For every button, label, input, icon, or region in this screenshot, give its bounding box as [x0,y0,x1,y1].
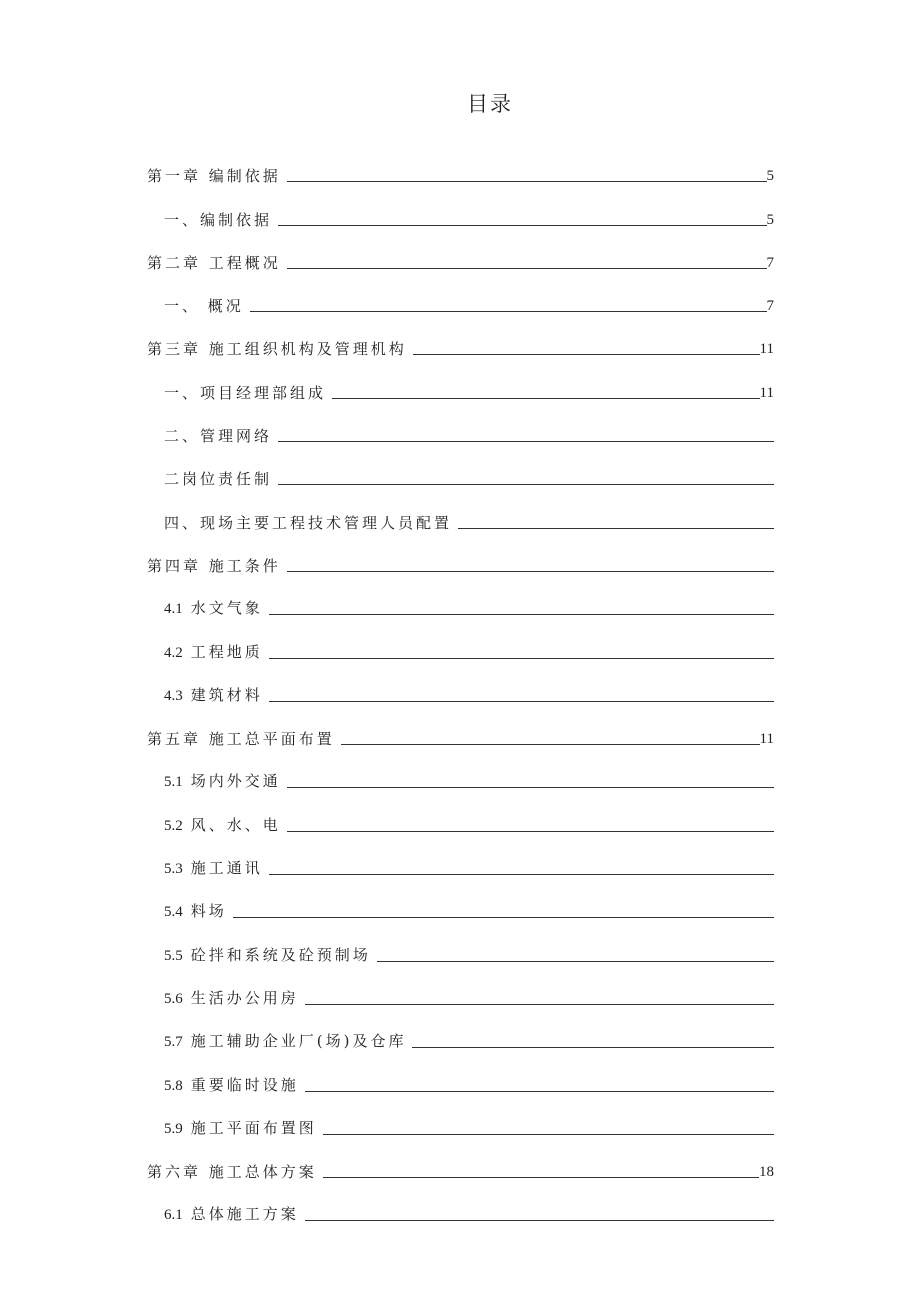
toc-entry-number: 5.6 [164,990,183,1007]
toc-entry-text: 施工通讯 [190,859,263,878]
toc-chapter-entry[interactable] [147,230,774,273]
toc-section-entry[interactable] [147,879,774,922]
toc-entry-text: 总体施工方案 [190,1205,299,1224]
toc-entry-number: 4.2 [164,644,183,661]
toc-leader-line [413,353,760,355]
toc-section-entry[interactable] [147,273,774,316]
toc-chapter-entry[interactable] [147,1139,774,1182]
toc-entry-label [164,1118,317,1139]
toc-leader-line [323,1176,759,1178]
toc-entry-text: 一、编制依据 [164,210,273,229]
toc-entry-number: 5.3 [164,861,183,878]
toc-title: 目录 [467,92,513,116]
toc-entry-text: 施工辅助企业厂(场)及仓库 [190,1032,407,1051]
toc-entry-text: 砼拌和系统及砼预制场 [190,945,371,964]
toc-leader-line [305,1090,774,1092]
toc-entry-label [164,901,227,922]
toc-section-entry[interactable] [147,576,774,619]
toc-entry-number: 6.1 [164,1207,183,1224]
toc-entry-label [164,1031,406,1052]
toc-entry-text: 第一章 编制依据 [147,167,281,186]
toc-entry-label [147,729,335,749]
toc-entry-label [147,253,281,273]
toc-page-number: 7 [766,298,774,315]
toc-entry-label [147,339,407,359]
toc-leader-line [287,570,774,572]
toc-leader-line [278,483,774,485]
toc-entry-label [164,771,281,792]
toc-section-entry[interactable] [147,922,774,965]
toc-entry-number: 5.5 [164,947,183,964]
toc-page-number: 11 [759,731,774,748]
toc-entry-label [164,426,272,446]
toc-entry-label [147,556,281,576]
toc-leader-line [305,1003,774,1005]
toc-entry-label [164,513,452,533]
toc-entry-label [164,945,371,966]
toc-leader-line [278,224,766,226]
toc-leader-line [233,916,774,918]
toc-leader-line [250,310,767,312]
toc-leader-line [287,786,774,788]
toc-entry-label [164,1204,299,1225]
toc-page-number: 11 [759,341,774,358]
table-of-contents [147,143,774,1225]
toc-entry-text: 二岗位责任制 [164,470,273,489]
toc-entry-number: 5.2 [164,817,183,834]
toc-section-entry[interactable] [147,403,774,446]
toc-section-entry[interactable] [147,619,774,662]
toc-section-entry[interactable] [147,966,774,1009]
toc-section-entry[interactable] [147,1052,774,1095]
toc-entry-number: 5.8 [164,1077,183,1094]
toc-page-number: 5 [766,211,774,228]
toc-leader-line [305,1219,774,1221]
toc-entry-label [164,210,272,230]
toc-section-entry[interactable] [147,792,774,835]
toc-entry-label [164,858,263,879]
toc-entry-text: 第二章 工程概况 [147,253,281,272]
toc-entry-label [147,166,281,186]
toc-entry-text: 重要临时设施 [190,1075,299,1094]
toc-section-entry[interactable] [147,663,774,706]
toc-entry-text: 水文气象 [190,599,263,618]
toc-leader-line [269,657,774,659]
toc-section-entry[interactable] [147,489,774,532]
toc-section-entry[interactable] [147,1009,774,1052]
toc-leader-line [269,613,774,615]
toc-leader-line [412,1046,774,1048]
toc-entry-number: 5.7 [164,1034,183,1051]
toc-entry-number: 5.4 [164,904,183,921]
toc-entry-text: 料场 [190,902,227,921]
toc-entry-text: 建筑材料 [190,685,263,704]
toc-entry-label [164,642,263,663]
toc-leader-line [323,1133,774,1135]
toc-entry-text: 四、现场主要工程技术管理人员配置 [164,513,453,532]
toc-entry-number: 5.1 [164,774,183,791]
toc-leader-line [458,527,774,529]
toc-entry-text: 风、水、电 [190,815,281,834]
toc-chapter-entry[interactable] [147,143,774,186]
toc-entry-label [147,1162,317,1182]
toc-entry-text: 第四章 施工条件 [147,556,281,575]
toc-leader-line [377,960,774,962]
toc-entry-text: 第五章 施工总平面布置 [147,730,335,749]
toc-section-entry[interactable] [147,446,774,489]
toc-leader-line [287,267,767,269]
toc-section-entry[interactable] [147,1182,774,1225]
toc-section-entry[interactable] [147,749,774,792]
toc-entry-text: 第三章 施工组织机构及管理机构 [147,340,407,359]
toc-section-entry[interactable] [147,186,774,229]
toc-entry-text: 生活办公用房 [190,988,299,1007]
toc-chapter-entry[interactable] [147,706,774,749]
toc-page-number: 11 [759,384,774,401]
toc-leader-line [287,830,774,832]
toc-entry-text: 第六章 施工总体方案 [147,1163,317,1182]
toc-entry-label [164,296,244,316]
toc-entry-label [164,815,281,836]
toc-entry-label [164,988,299,1009]
toc-entry-number: 4.1 [164,601,183,618]
toc-entry-text: 施工平面布置图 [190,1118,317,1137]
toc-entry-label [164,469,272,489]
toc-chapter-entry[interactable] [147,533,774,576]
toc-chapter-entry[interactable] [147,316,774,359]
toc-section-entry[interactable] [147,836,774,879]
toc-section-entry[interactable] [147,1096,774,1139]
toc-page-number: 7 [766,254,774,271]
toc-leader-line [287,180,767,182]
toc-entry-number: 5.9 [164,1120,183,1137]
toc-entry-label [164,1075,299,1096]
toc-entry-text: 一、 概况 [164,297,244,316]
toc-entry-label [164,685,263,706]
toc-page-number: 18 [759,1164,774,1181]
toc-leader-line [278,440,774,442]
toc-entry-label [164,598,263,619]
toc-entry-text: 二、管理网络 [164,427,273,446]
toc-entry-text: 场内外交通 [190,772,281,791]
toc-entry-text: 工程地质 [190,642,263,661]
toc-entry-label [164,383,326,403]
toc-leader-line [269,873,774,875]
toc-entry-number: 4.3 [164,687,183,704]
toc-entry-text: 一、项目经理部组成 [164,383,327,402]
toc-page-number: 5 [766,168,774,185]
toc-leader-line [341,743,760,745]
toc-section-entry[interactable] [147,359,774,402]
toc-leader-line [332,397,760,399]
toc-leader-line [269,700,774,702]
